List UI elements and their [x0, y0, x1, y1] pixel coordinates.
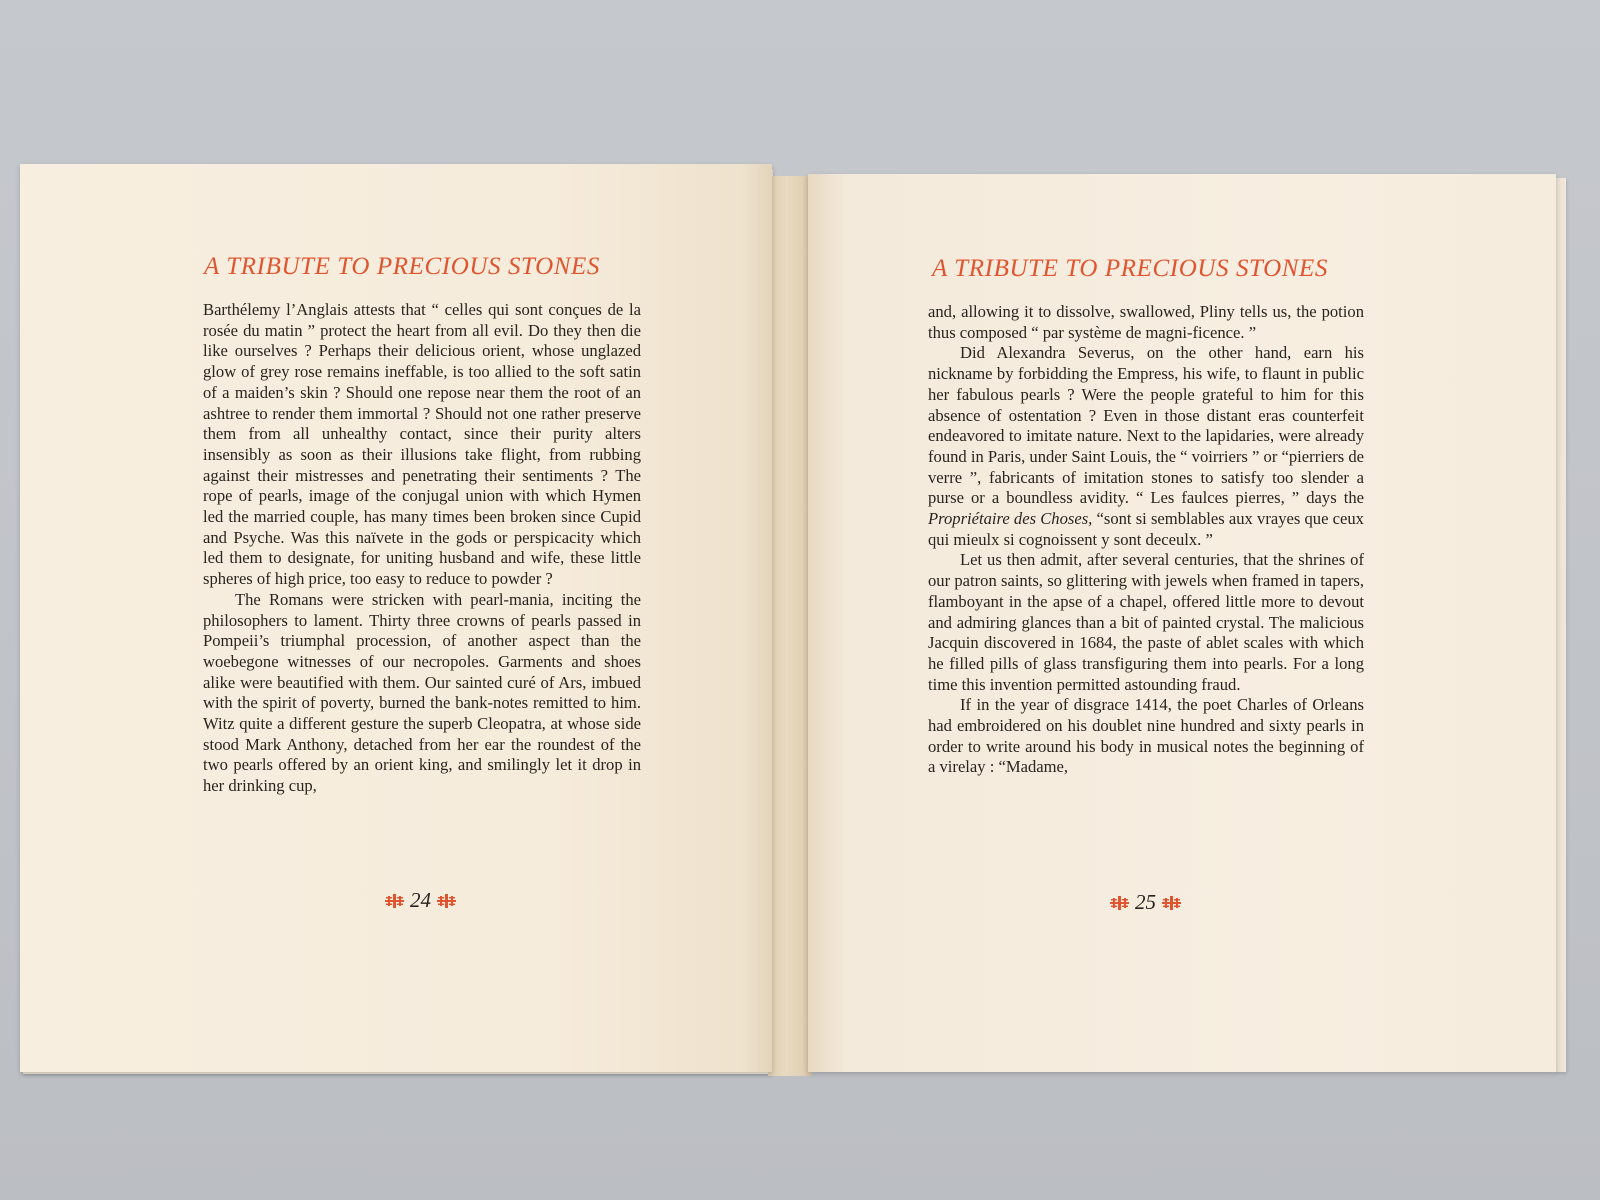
running-head: A TRIBUTE TO PRECIOUS STONES — [204, 253, 600, 280]
paragraph: If in the year of disgrace 1414, the poet Charles of Orleans had embroidered on his doublet nine hundred and sixty pearls in order to write around his body in musical notes the beginning of a virelay : “Madame, — [928, 695, 1364, 777]
paragraph: The Romans were stricken with pearl-mania, inciting the philosophers to lament. Thirty three crowns of pearls passed in Pompeii’s triumphal procession, of another aspect than the woebegone witnesses of our necropoles. Garments and shoes alike were beautified with them. Our sainted curé of Ars, imbued with the spirit of poverty, burned the bank-notes remitted to him. Witz quite a different gesture the superb Cleopatra, at whose side stood Mark Anthony, detached from her ear the roundest of the two pearls offered by an orient king, and smilingly let it drop in her drinking cup, — [203, 589, 641, 796]
fleuron-ornament-icon — [385, 894, 404, 908]
paragraph: Barthélemy l’Anglais attests that “ celles qui sont conçues de la rosée du matin ” protect the heart from all evil. Do they then die like ourselves ? Perhaps their delicious orient, whose unglazed glow of grey rose remains ineffable, is too allied to the soft satin of a maiden’s skin ? Should one repose near them the root of an ashtree to render them immortal ? Should not one rather preserve them from all unhealthy contact, since their purity alters insensibly as soon as their illusions take flight, from rubbing against their mistresses and penetrating their sentiments ? The rope of pearls, image of the conjugal union with which Hymen led the married couple, has many times been broken since Cupid and Psyche. Was this naïvete in the gods or perspicacity which led them to designate, for uniting husband and wife, these little spheres of high price, too easy to reduce to powder ? — [203, 300, 641, 589]
fleuron-ornament-icon — [1162, 896, 1181, 910]
left-page — [20, 164, 772, 1072]
right-page — [808, 174, 1556, 1072]
paragraph: and, allowing it to dissolve, swallowed, Pliny tells us, the potion thus composed “ par système de magni-ficence. ” — [928, 302, 1364, 342]
fleuron-ornament-icon — [1110, 896, 1129, 910]
page-number — [1110, 890, 1181, 915]
paragraph-text: “sont si semblables aux vrayes que ceux qui mieulx si cognoissent y sont deceulx. ” — [928, 509, 1364, 549]
page-number — [385, 888, 456, 913]
book-title: Propriétaire des Choses, — [928, 509, 1093, 529]
fleuron-ornament-icon — [437, 894, 456, 908]
paragraph: Let us then admit, after several centuries, that the shrines of our patron saints, so glittering with jewels when framed in tapers, flamboyant in the apse of a chapel, offered little more to devout and admiring glances than a bit of painted crystal. The malicious Jacquin discovered in 1684, the paste of ablet scales with which he filled pills of glass transfiguring them into pearls. For a long time this invention permitted astounding fraud. — [928, 550, 1364, 694]
paragraph — [928, 343, 1364, 550]
page-body — [928, 302, 1364, 778]
running-head: A TRIBUTE TO PRECIOUS STONES — [932, 255, 1328, 282]
paragraph-text: Did Alexandra Severus, on the other hand, earn his nickname by forbidding the Empress, his wife, to flaunt in public her fabulous pearls ? Were the people grateful to him for this absence of ostentation ? Even in those distant eras counterfeit endeavored to imitate nature. Next to the lapidaries, were already found in Paris, under Saint Louis, the “ voirriers ” or “pierriers de verre ”, fabricants of imitation stones to satisfy too slender a purse or a boundless avidity. “ Les faulces pierres, ” days the — [928, 343, 1364, 508]
page-number-text: 25 — [1135, 890, 1156, 914]
book-gutter — [768, 176, 812, 1076]
page-number-text: 24 — [410, 888, 431, 912]
page-body — [203, 300, 641, 797]
